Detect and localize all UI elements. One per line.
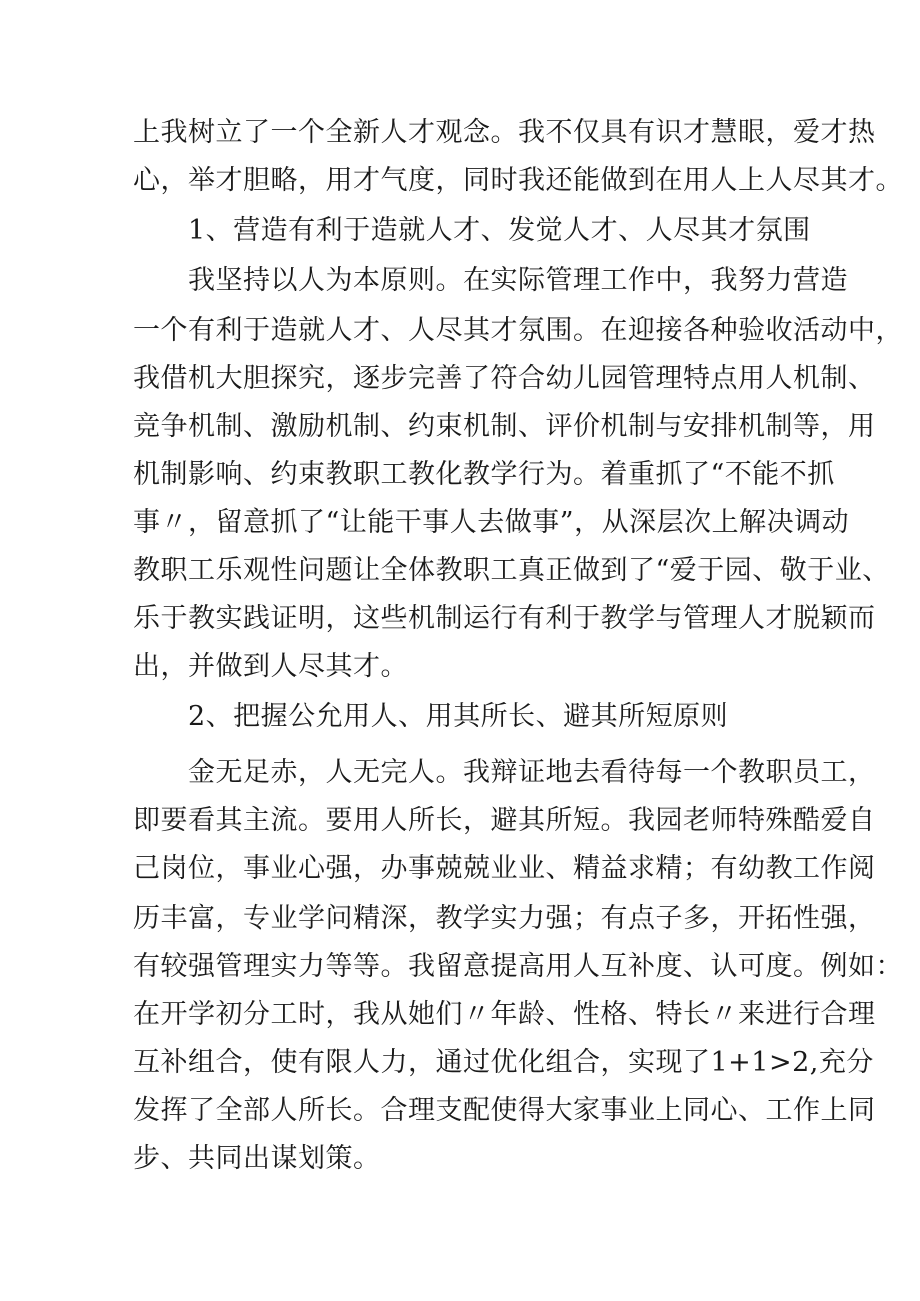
section2-line-1: 金无足赤，人无完人。我辩证地去看待每一个教职员工， xyxy=(188,757,876,788)
section1-line-4: 竞争机制、激励机制、约束机制、评价机制与安排机制等，用 xyxy=(133,411,876,442)
section1-line-2: 一个有利于造就人才、人尽其才氛围。在迎接各种验收活动中， xyxy=(133,315,903,346)
section1-line-3: 我借机大胆探究，逐步完善了符合幼儿园管理特点用人机制、 xyxy=(133,363,876,394)
section1-line-1: 我坚持以人为本原则。在实际管理工作中，我努力营造 xyxy=(188,265,848,296)
section1-heading: 1、营造有利于造就人才、发觉人才、人尽其才氛围 xyxy=(188,215,811,246)
section2-heading: 2、把握公允用人、用其所长、避其所短原则 xyxy=(188,701,729,732)
section2-line-8: 发挥了全部人所长。合理支配使得大家事业上同心、工作上同 xyxy=(133,1095,876,1126)
section2-line-3: 己岗位，事业心强，办事兢兢业业、精益求精；有幼教工作阅 xyxy=(133,853,876,884)
section1-line-5: 机制影响、约束教职工教化教学行为。着重抓了“不能不抓 xyxy=(133,459,835,490)
section1-line-7: 教职工乐观性问题让全体教职工真正做到了“爱于园、敬于业、 xyxy=(133,555,890,586)
section1-line-6: 事〃，留意抓了“让能干事人去做事”，从深层次上解决调动 xyxy=(133,507,850,538)
section2-line-6: 在开学初分工时，我从她们〃年龄、性格、特长〃来进行合理 xyxy=(133,999,876,1030)
intro-line-1: 上我树立了一个全新人才观念。我不仅具有识才慧眼，爱才热 xyxy=(133,117,876,148)
section2-line-7: 互补组合，使有限人力，通过优化组合，实现了1+1>2,充分 xyxy=(133,1047,874,1078)
intro-line-2: 心，举才胆略，用才气度，同时我还能做到在用人上人尽其才。 xyxy=(133,165,903,196)
section2-line-5: 有较强管理实力等等。我留意提高用人互补度、认可度。例如： xyxy=(133,951,903,982)
section2-line-4: 历丰富，专业学问精深，教学实力强；有点子多，开拓性强， xyxy=(133,903,876,934)
section2-line-9: 步、共同出谋划策。 xyxy=(133,1143,381,1174)
section2-line-2: 即要看其主流。要用人所长，避其所短。我园老师特殊酷爱自 xyxy=(133,805,876,836)
section1-line-8: 乐于教实践证明，这些机制运行有利于教学与管理人才脱颖而 xyxy=(133,603,876,634)
section1-line-9: 出，并做到人尽其才。 xyxy=(133,651,408,682)
